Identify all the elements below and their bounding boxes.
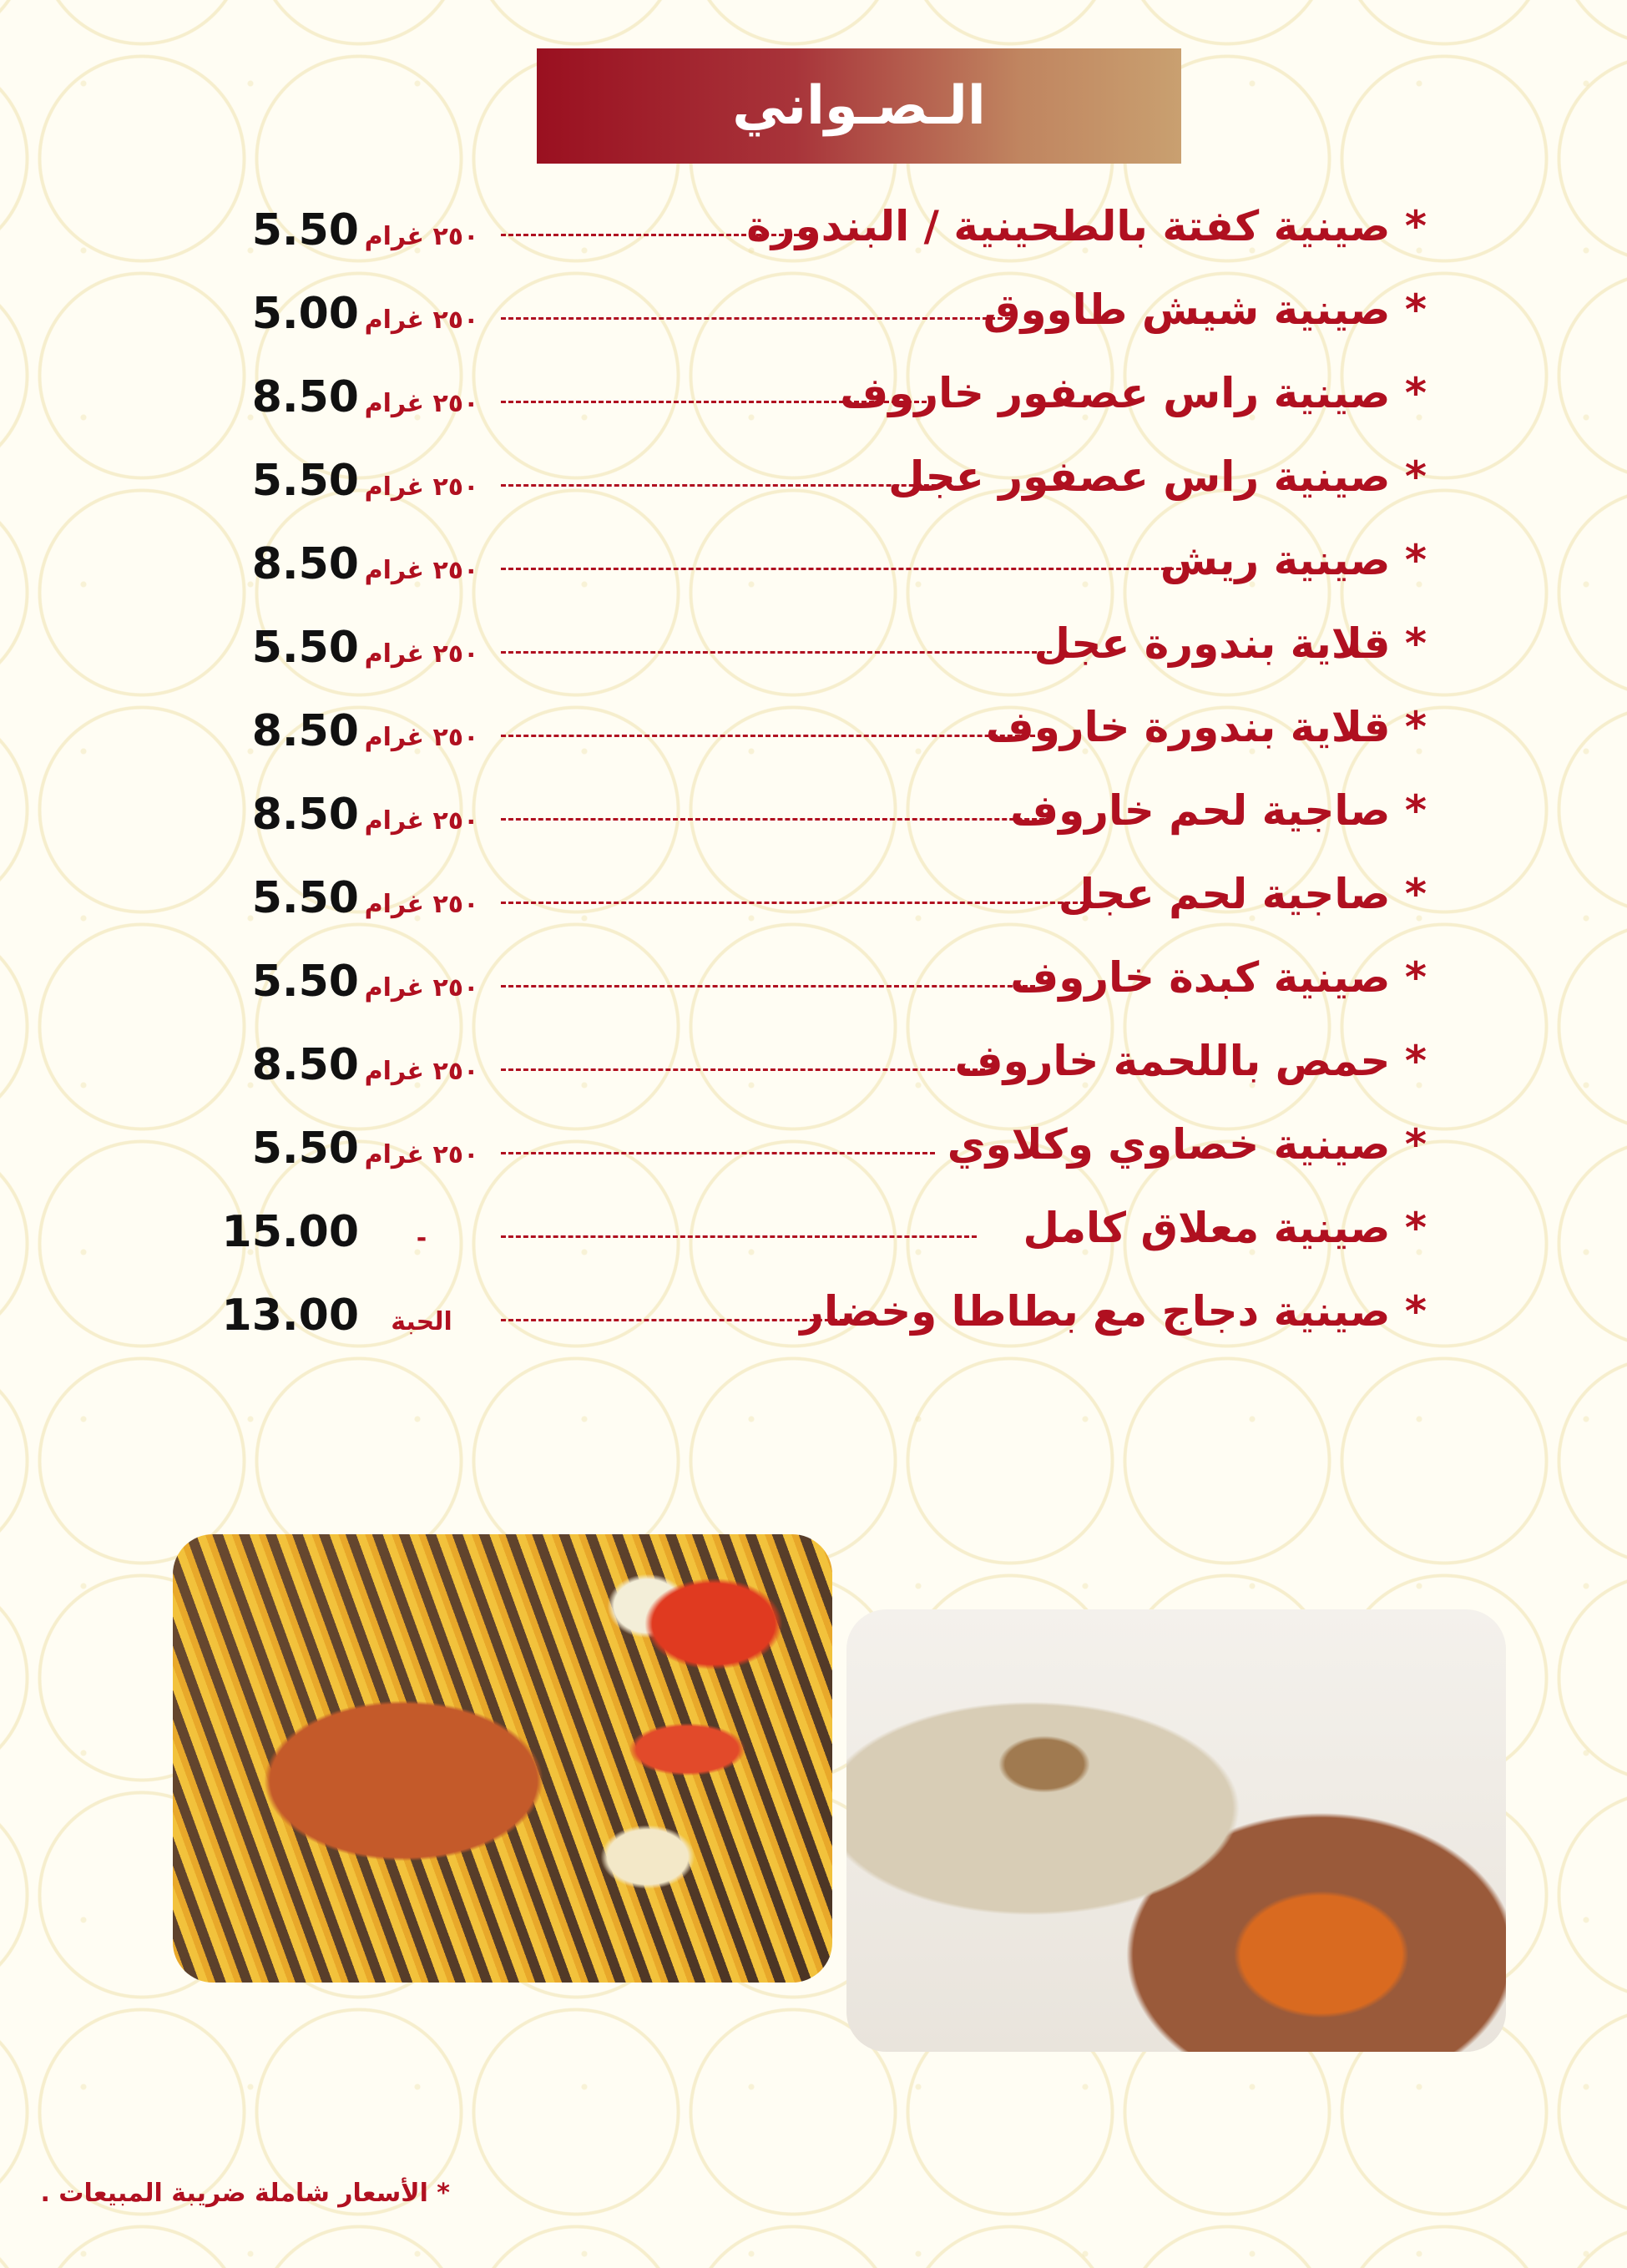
dotted-leader: [501, 234, 814, 236]
item-weight: ٢٥٠ غرام: [364, 306, 479, 335]
dotted-leader: [501, 985, 1035, 988]
item-name: * صينية معلاق كامل: [1023, 1204, 1427, 1252]
item-price: 5.50: [251, 957, 359, 1007]
dotted-leader: [501, 1152, 935, 1154]
dotted-leader: [501, 568, 1181, 570]
item-name: * صاجية لحم عجل: [1058, 870, 1427, 918]
menu-item: [0, 861, 1627, 945]
baked-pies-photo: [846, 1609, 1506, 2052]
item-price: 5.50: [251, 873, 359, 923]
item-weight: ٢٥٠ غرام: [364, 639, 479, 669]
menu-item: [0, 1195, 1627, 1279]
item-price: 5.50: [251, 456, 359, 506]
menu-item: [0, 361, 1627, 444]
item-price: 5.00: [251, 289, 359, 339]
menu-item: [0, 1279, 1627, 1362]
dotted-leader: [501, 401, 927, 403]
dotted-leader: [501, 651, 1052, 654]
item-weight: -: [416, 1224, 427, 1253]
item-weight: ٢٥٠ غرام: [364, 973, 479, 1003]
item-weight: ٢٥٠ غرام: [364, 1140, 479, 1169]
item-name: * حمص باللحمة خاروف: [954, 1037, 1427, 1085]
item-name: * قلاية بندورة عجل: [1033, 619, 1427, 668]
item-name: * صينية كفتة بالطحينية / البندورة: [746, 202, 1427, 250]
menu-item: [0, 528, 1627, 611]
dotted-leader: [501, 317, 1010, 320]
item-weight: ٢٥٠ غرام: [364, 806, 479, 836]
section-title-banner: [537, 48, 1181, 164]
menu-item: [0, 695, 1627, 778]
menu-item: [0, 277, 1627, 361]
item-name: * صاجية لحم خاروف: [1010, 786, 1427, 835]
item-price: 8.50: [251, 372, 359, 422]
dotted-leader: [501, 484, 952, 487]
item-weight: ٢٥٠ غرام: [364, 472, 479, 502]
item-weight: ٢٥٠ غرام: [364, 1057, 479, 1086]
item-name: * صينية راس عصفور خاروف: [840, 369, 1427, 417]
dotted-leader: [501, 1235, 977, 1238]
menu-item: [0, 1112, 1627, 1195]
item-price: 15.00: [221, 1207, 359, 1257]
menu-item: [0, 1028, 1627, 1112]
item-weight: ٢٥٠ غرام: [364, 222, 479, 251]
item-name: * قلاية بندورة خاروف: [985, 703, 1427, 751]
item-name: * صينية راس عصفور عجل: [888, 452, 1427, 501]
item-name: * صينية خصاوي وكلاوي: [947, 1120, 1427, 1169]
item-name: * صينية دجاج مع بطاطا وخضار: [800, 1287, 1427, 1336]
item-name: * صينية كبدة خاروف: [1010, 953, 1427, 1002]
grilled-chicken-tray-photo: [173, 1534, 832, 1983]
item-name: * صينية شيش طاووق: [983, 285, 1427, 334]
item-price: 8.50: [251, 1040, 359, 1090]
item-price: 8.50: [251, 706, 359, 756]
item-price: 13.00: [221, 1291, 359, 1341]
item-weight: ٢٥٠ غرام: [364, 389, 479, 418]
item-price: 8.50: [251, 790, 359, 840]
item-price: 5.50: [251, 1124, 359, 1174]
item-weight: ٢٥٠ غرام: [364, 556, 479, 585]
menu-item: [0, 444, 1627, 528]
dotted-leader: [501, 902, 1085, 904]
menu-item: [0, 945, 1627, 1028]
section-title: الـصـواني: [732, 75, 986, 137]
item-price: 5.50: [251, 205, 359, 255]
item-weight: الحبة: [391, 1307, 452, 1336]
dotted-leader: [501, 1319, 860, 1321]
tax-note: * الأسعار شاملة ضريبة المبيعات .: [40, 2179, 450, 2208]
item-weight: ٢٥٠ غرام: [364, 890, 479, 919]
item-price: 8.50: [251, 539, 359, 589]
menu-item: [0, 611, 1627, 695]
dotted-leader: [501, 735, 1035, 737]
item-price: 5.50: [251, 623, 359, 673]
item-name: * صينية ريش: [1160, 536, 1427, 584]
item-weight: ٢٥٠ غرام: [364, 723, 479, 752]
menu-item: [0, 778, 1627, 861]
dotted-leader: [501, 1068, 985, 1071]
dotted-leader: [501, 818, 1052, 821]
menu-item: [0, 194, 1627, 277]
